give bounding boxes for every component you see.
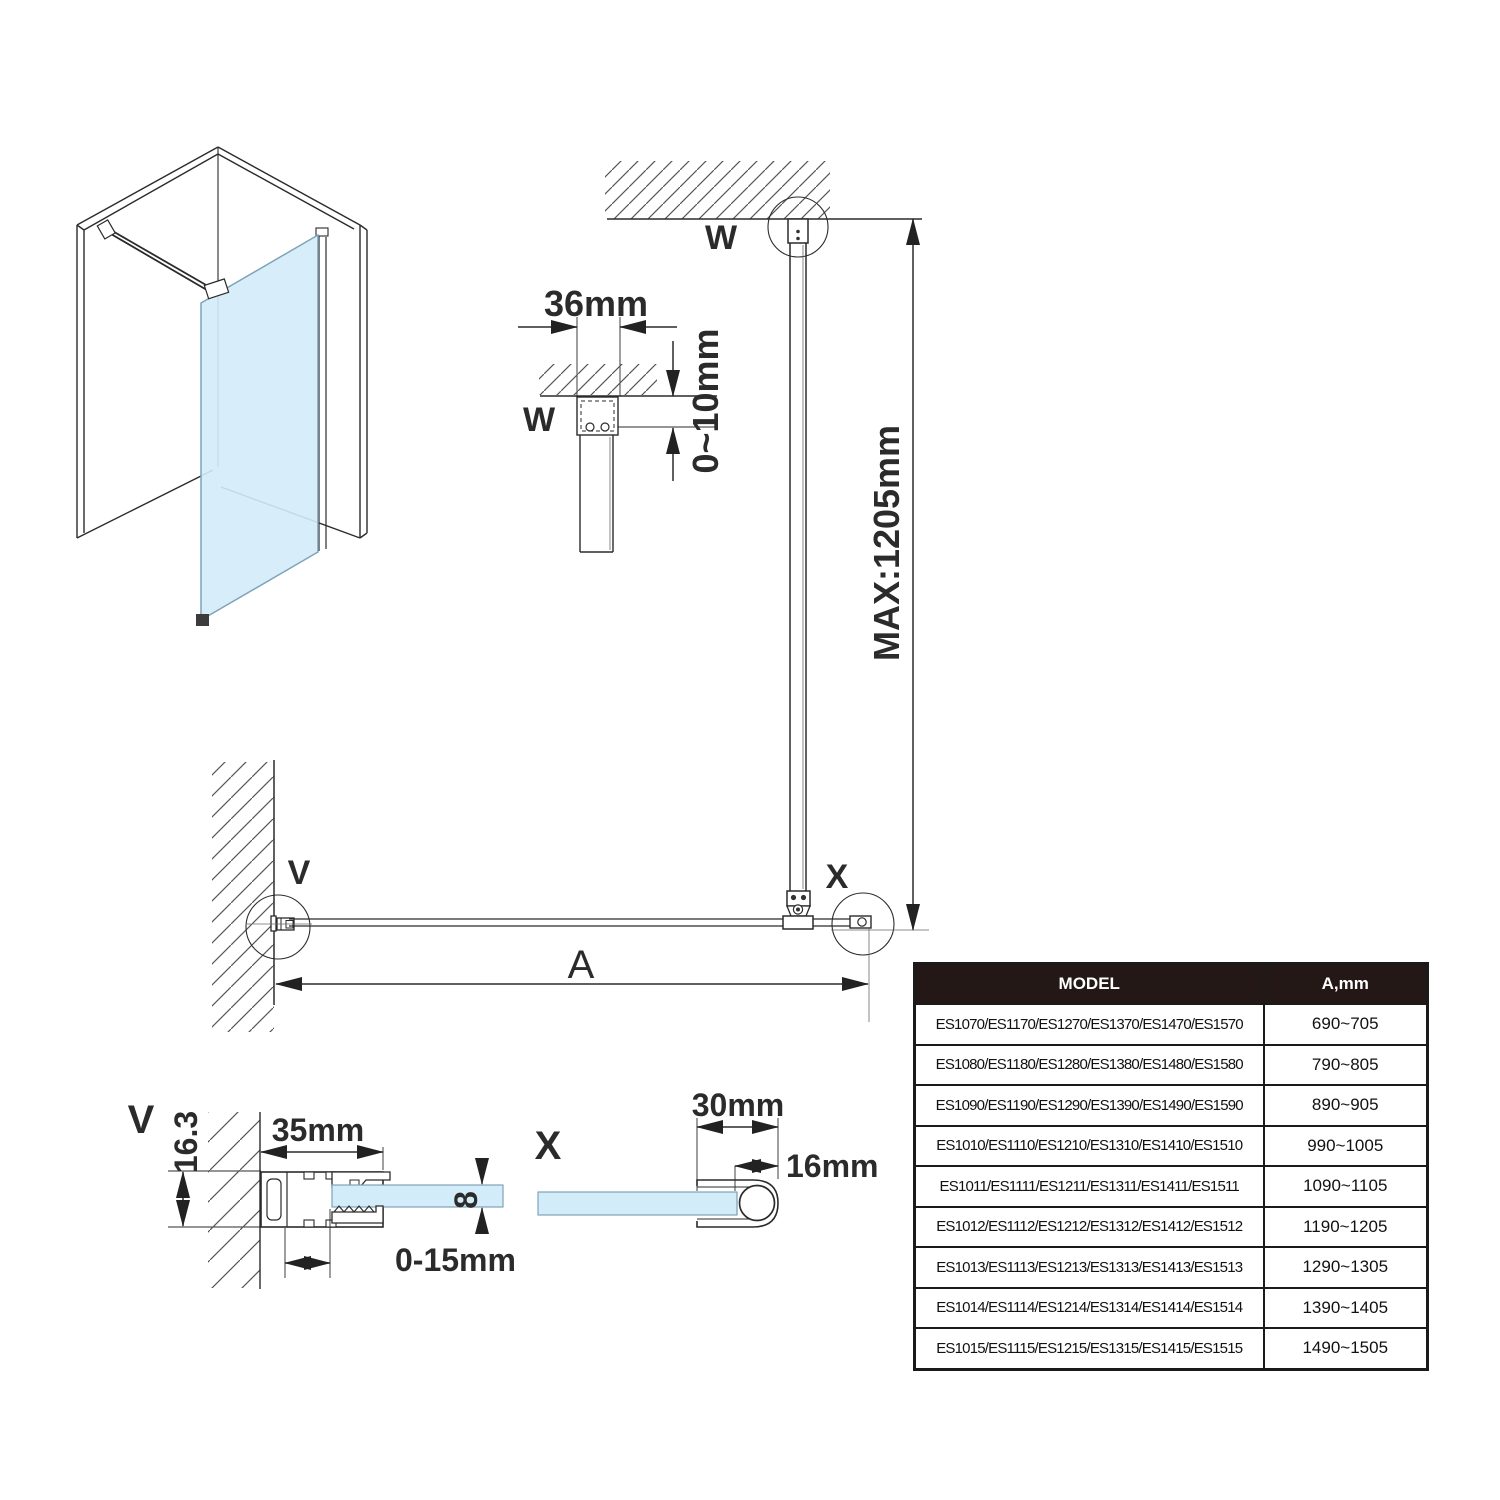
- model-cell: ES1011/ES1111/ES1211/ES1311/ES1411/ES1511: [915, 1166, 1264, 1207]
- glass-section-x: [538, 1192, 737, 1215]
- table-row: [915, 1247, 1428, 1288]
- model-size-table: [913, 962, 1429, 1371]
- profile-notch: [304, 1172, 314, 1179]
- detail-x-callout-label: X: [825, 858, 849, 896]
- bar-section: [580, 435, 613, 552]
- hinge-plate: [787, 891, 810, 906]
- bar-wall-clamp: [97, 220, 115, 239]
- detail-w-section: [518, 283, 726, 552]
- gap-range-label: 0~10mm: [685, 328, 726, 474]
- hinge-pivot-center: [796, 908, 800, 912]
- a-mm-cell: 1090~1105: [1264, 1166, 1428, 1207]
- wall-hatch: [212, 762, 274, 1032]
- adjustable-bracket: [577, 397, 618, 435]
- table-row: [915, 1207, 1428, 1248]
- table-row: [915, 1328, 1428, 1369]
- a-mm-cell: 890~905: [1264, 1085, 1428, 1126]
- table-row: [915, 1288, 1428, 1329]
- glass-foot-bracket: [196, 614, 209, 626]
- detail-v-section: [128, 1098, 516, 1289]
- end-profile-rod: [740, 1186, 775, 1221]
- a-mm-column-header: A,mm: [1264, 964, 1428, 1005]
- detail-v-label: V: [127, 1098, 155, 1142]
- detail-w-label: W: [522, 401, 556, 439]
- detail-w-callout-label: W: [704, 219, 738, 257]
- table-header-row: [915, 964, 1428, 1005]
- bracket-screw-hole: [601, 423, 609, 431]
- model-table: [913, 962, 1426, 1371]
- detail-x-section: [535, 1087, 879, 1227]
- ceiling-elevation: [605, 161, 922, 930]
- left-wall: [77, 147, 218, 538]
- glass-plan-lines: [289, 919, 850, 926]
- support-bar: [109, 229, 213, 293]
- bracket-screw-hole: [586, 423, 594, 431]
- model-cell: ES1070/ES1170/ES1270/ES1370/ES1470/ES1570: [915, 1004, 1264, 1045]
- detail-x-label: X: [534, 1124, 562, 1168]
- wall-hatch-detail: [208, 1112, 260, 1288]
- model-cell: ES1090/ES1190/ES1290/ES1390/ES1490/ES1590: [915, 1085, 1264, 1126]
- profile-width-label: 35mm: [271, 1112, 365, 1148]
- glass-thickness-label: 8: [448, 1191, 484, 1209]
- table-row: [915, 1126, 1428, 1167]
- profile-notch: [304, 1220, 314, 1227]
- a-mm-cell: 690~705: [1264, 1004, 1428, 1045]
- wall-profile: [319, 234, 326, 551]
- max-height-label: MAX:1205mm: [866, 424, 907, 662]
- ceiling-hatch: [605, 161, 830, 219]
- model-cell: ES1012/ES1112/ES1212/ES1312/ES1412/ES1512: [915, 1207, 1264, 1248]
- a-mm-cell: 1190~1205: [1264, 1207, 1428, 1248]
- vertical-bar: [790, 243, 806, 891]
- glass-clamp-block: [783, 916, 813, 929]
- hinge-screw: [801, 895, 806, 900]
- a-mm-cell: 990~1005: [1264, 1126, 1428, 1167]
- isometric-overview: [77, 147, 367, 626]
- plan-view: [212, 760, 929, 1032]
- bracket-screw: [796, 237, 800, 241]
- a-mm-cell: 1490~1505: [1264, 1328, 1428, 1369]
- model-cell: ES1014/ES1114/ES1214/ES1314/ES1414/ES1514: [915, 1288, 1264, 1329]
- profile-height-label: 16.3: [168, 1110, 204, 1174]
- table-row: [915, 1085, 1428, 1126]
- model-table-body: [915, 1004, 1428, 1369]
- table-row: [915, 1004, 1428, 1045]
- cap-depth-label: 16mm: [786, 1148, 879, 1184]
- model-cell: ES1080/ES1180/ES1280/ES1380/ES1480/ES1580: [915, 1045, 1264, 1086]
- cap-width-label: 30mm: [691, 1087, 785, 1123]
- model-cell: ES1010/ES1110/ES1210/ES1310/ES1410/ES1510: [915, 1126, 1264, 1167]
- a-mm-cell: 1290~1305: [1264, 1247, 1428, 1288]
- bracket-screw: [796, 230, 800, 234]
- a-mm-cell: 1390~1405: [1264, 1288, 1428, 1329]
- a-mm-cell: 790~805: [1264, 1045, 1428, 1086]
- detail-v-callout-label: V: [287, 854, 311, 892]
- table-row: [915, 1166, 1428, 1207]
- model-cell: ES1013/ES1113/ES1213/ES1313/ES1413/ES1513: [915, 1247, 1264, 1288]
- bracket-width-label: 36mm: [543, 283, 649, 324]
- model-cell: ES1015/ES1115/ES1215/ES1315/ES1415/ES1515: [915, 1328, 1264, 1369]
- table-row: [915, 1045, 1428, 1086]
- adjust-range-label: 0-15mm: [395, 1242, 516, 1278]
- ceiling-hatch-small: [539, 364, 657, 395]
- model-column-header: MODEL: [915, 964, 1264, 1005]
- hinge-screw: [791, 895, 796, 900]
- span-label: A: [567, 943, 595, 987]
- wall-bracket-plate: [271, 916, 276, 931]
